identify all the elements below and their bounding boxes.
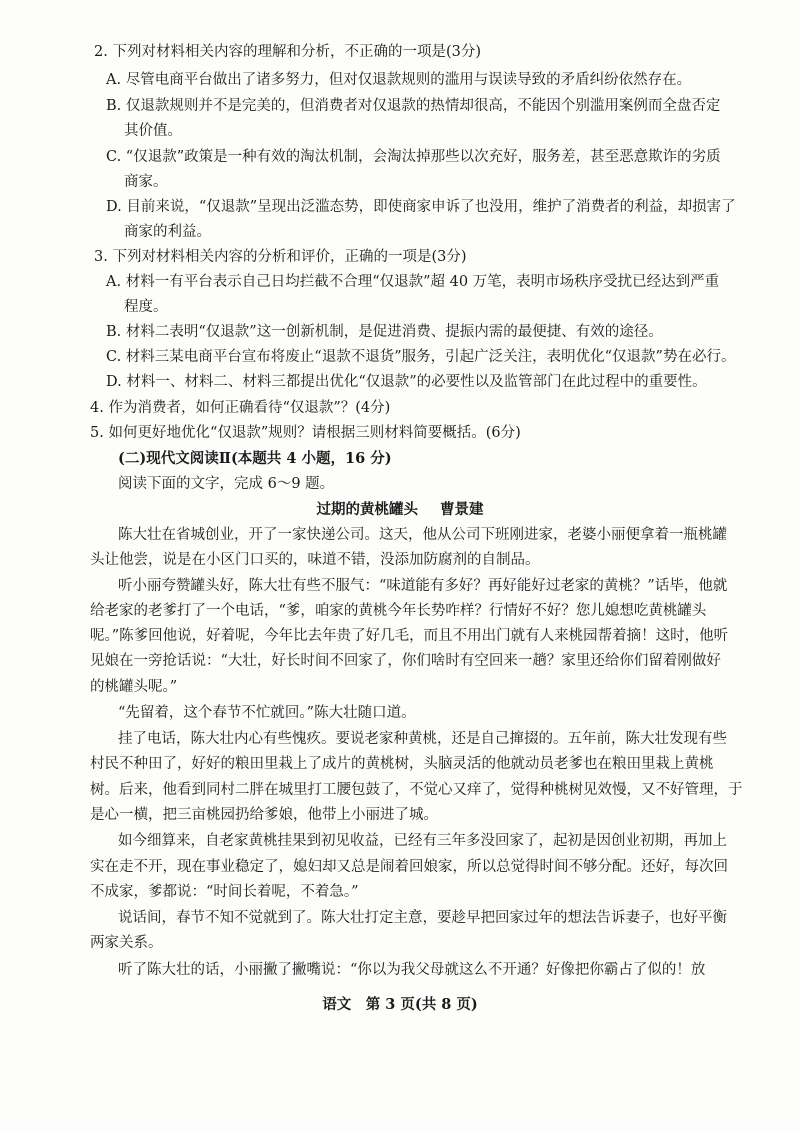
story-author: 曹景建 xyxy=(440,501,484,518)
q3-stem: 3. 下列对材料相关内容的分析和评价，正确的一项是(3分) xyxy=(94,249,467,265)
q2-option-c-line2: 商家。 xyxy=(124,174,168,190)
page-footer: 语文 第 3 页(共 8 页) xyxy=(322,996,478,1013)
q3-option-b: B. 材料二表明“仅退款”这一创新机制，是促进消费、提振内需的最便捷、有效的途径。 xyxy=(106,324,663,340)
story-line: 是心一横，把三亩桃园扔给爹娘，他带上小丽进了城。 xyxy=(90,807,438,823)
q2-option-d-line1: D. 目前来说，“仅退款”呈现出泛滥态势，即使商家申诉了也没用，维护了消费者的利益，却损害了 xyxy=(106,199,736,215)
q2-option-b-line1: B. 仅退款规则并不是完美的，但消费者对仅退款的热情却很高，不能因个别滥用案例而全盘否定 xyxy=(106,98,721,114)
story-line: 两家关系。 xyxy=(90,935,163,951)
story-title-line xyxy=(0,500,800,520)
story-line: 树。后来，他看到同村二胖在城里打工腰包鼓了，不觉心又痒了，觉得种桃树见效慢，又不好管理，于 xyxy=(90,782,743,798)
story-line: 见娘在一旁抢话说：“大壮，好长时间不回家了，你们啥时有空回来一趟？家里还给你们留着刚做好 xyxy=(90,653,721,669)
story-line: 的桃罐头呢。” xyxy=(90,679,178,695)
story-line: 村民不种田了，好好的粮田里栽上了成片的黄桃树，头脑灵活的他就动员老爹也在粮田里栽上黄桃 xyxy=(90,756,714,772)
story-line: 听了陈大壮的话，小丽撇了撇嘴说：“你以为我父母就这么不开通？好像把你霸占了似的！放 xyxy=(118,962,706,978)
story-line: “先留着，这个春节不忙就回。”陈大壮随口道。 xyxy=(118,705,416,721)
story-title: 过期的黄桃罐头 xyxy=(316,501,418,518)
story-line: 不成家，爹都说：“时间长着呢，不着急。” xyxy=(90,884,359,900)
story-line: 给老家的老爹打了一个电话，“爹，咱家的黄桃今年长势咋样？行情好不好？您儿媳想吃黄桃罐头 xyxy=(90,603,707,619)
q3-option-c: C. 材料三某电商平台宣布将废止“退款不退货”服务，引起广泛关注，表明优化“仅退款”势在必行。 xyxy=(106,349,736,365)
q3-option-a-line2: 程度。 xyxy=(124,299,168,315)
story-line: 听小丽夸赞罐头好，陈大壮有些不服气：“味道能有多好？再好能好过老家的黄桃？”话毕，他就 xyxy=(118,578,728,594)
q5-stem: 5. 如何更好地优化“仅退款”规则？请根据三则材料简要概括。(6分) xyxy=(90,425,521,441)
section-instruction: 阅读下面的文字，完成 6～9 题。 xyxy=(118,476,335,492)
section-heading: (二)现代文阅读Ⅱ(本题共 4 小题，16 分) xyxy=(118,450,392,467)
story-line: 头让他尝，说是在小区门口买的，味道不错，没添加防腐剂的自制品。 xyxy=(90,552,540,568)
story-line: 如今细算来，自老家黄桃挂果到初见收益，已经有三年多没回家了，起初是因创业初期，再加上 xyxy=(118,833,727,849)
story-line: 呢。”陈爹回他说，好着呢，今年比去年贵了好几毛，而且不用出门就有人来桃园帮着摘！这时，他听 xyxy=(90,628,729,644)
q2-option-b-line2: 其价值。 xyxy=(124,123,182,139)
story-line: 陈大壮在省城创业，开了一家快递公司。这天，他从公司下班刚进家，老婆小丽便拿着一瓶桃罐 xyxy=(118,527,727,543)
q2-option-a: A. 尽管电商平台做出了诸多努力，但对仅退款规则的滥用与误读导致的矛盾纠纷依然存在。 xyxy=(106,72,692,88)
q2-stem: 2. 下列对材料相关内容的理解和分析，不正确的一项是(3分) xyxy=(94,44,481,60)
q2-option-d-line2: 商家的利益。 xyxy=(124,224,211,240)
q2-option-c-line1: C. “仅退款”政策是一种有效的淘汰机制，会淘汰掉那些以次充好，服务差，甚至恶意欺诈的劣质 xyxy=(106,149,721,165)
q4-stem: 4. 作为消费者，如何正确看待“仅退款”？(4分) xyxy=(90,400,391,416)
q3-option-d: D. 材料一、材料二、材料三都提出优化“仅退款”的必要性以及监管部门在此过程中的重要性。 xyxy=(106,374,707,390)
story-line: 说话间，春节不知不觉就到了。陈大壮打定主意，要趁早把回家过年的想法告诉妻子，也好平衡 xyxy=(118,910,727,926)
story-line: 实在走不开，现在事业稳定了，媳妇却又总是闹着回娘家，所以总觉得时间不够分配。还好，每次回 xyxy=(90,859,728,875)
q3-option-a-line1: A. 材料一有平台表示自己日均拦截不合理“仅退款”超 40 万笔，表明市场秩序受扰已经达到严重 xyxy=(106,274,720,290)
story-line: 挂了电话，陈大壮内心有些愧疚。要说老家种黄桃，还是自己撺掇的。五年前，陈大壮发现有些 xyxy=(118,731,727,747)
